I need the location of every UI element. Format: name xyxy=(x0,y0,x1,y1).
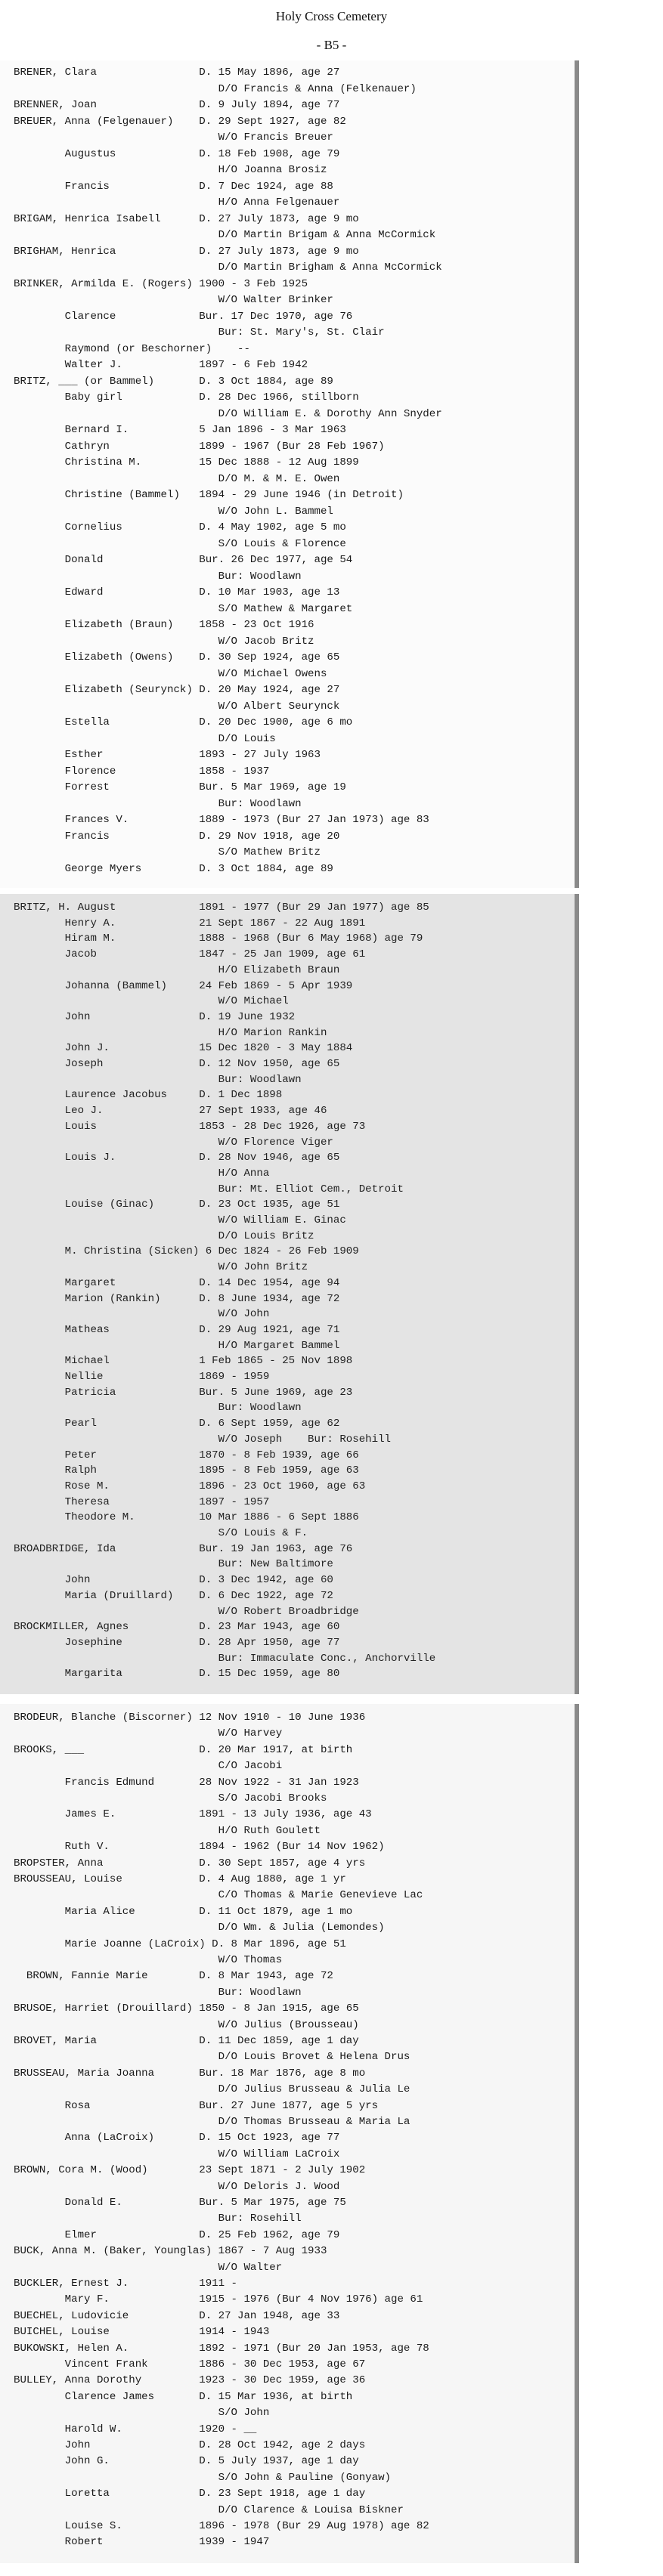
record-line: BROVET, Maria D. 11 Dec 1859, age 1 day xyxy=(14,2035,359,2047)
record-line: BROUSSEAU, Louise D. 4 Aug 1880, age 1 yr xyxy=(14,1873,346,1885)
record-line: BROADBRIDGE, Ida Bur. 19 Jan 1963, age 76 xyxy=(14,1542,353,1555)
record-line: Marie Joanne (LaCroix) D. 8 Mar 1896, age 51 xyxy=(14,1937,346,1950)
record-line: S/O John & Pauline (Gonyaw) xyxy=(14,2471,391,2484)
record-line: Loretta D. 23 Sept 1918, age 1 day xyxy=(14,2488,366,2500)
record-line: W/O Walter Brinker xyxy=(14,294,333,306)
record-line: S/O Louis & F. xyxy=(14,1527,308,1539)
record-line: Mary F. 1915 - 1976 (Bur 4 Nov 1976) age 61 xyxy=(14,2293,423,2306)
record-line: Laurence Jacobus D. 1 Dec 1898 xyxy=(14,1089,283,1102)
record-line: W/O Robert Broadbridge xyxy=(14,1605,359,1618)
record-line: Bernard I. 5 Jan 1896 - 3 Mar 1963 xyxy=(14,424,346,436)
record-line: S/O Mathew & Margaret xyxy=(14,602,353,615)
record-line: D/O Louis xyxy=(14,732,276,745)
record-line: W/O John Britz xyxy=(14,1261,308,1274)
record-line: Leo J. 27 Sept 1933, age 46 xyxy=(14,1105,327,1118)
record-line: S/O Jacobi Brooks xyxy=(14,1792,327,1804)
record-line: Ralph 1895 - 8 Feb 1959, age 63 xyxy=(14,1464,359,1477)
record-line: John G. D. 5 July 1937, age 1 day xyxy=(14,2455,359,2468)
record-line: John D. 28 Oct 1942, age 2 days xyxy=(14,2439,366,2451)
record-line: W/O Deloris J. Wood xyxy=(14,2180,340,2193)
page-label: - B5 - xyxy=(316,38,347,52)
record-line: Francis Edmund 28 Nov 1922 - 31 Jan 1923 xyxy=(14,1776,359,1789)
record-line: Elizabeth (Braun) 1858 - 23 Oct 1916 xyxy=(14,619,314,631)
record-line: Esther 1893 - 27 July 1963 xyxy=(14,749,321,761)
record-line: S/O John xyxy=(14,2407,270,2420)
record-line: Joseph D. 12 Nov 1950, age 65 xyxy=(14,1058,340,1070)
record-line: Anna (LaCroix) D. 15 Oct 1923, age 77 xyxy=(14,2132,340,2145)
record-line: Robert 1939 - 1947 xyxy=(14,2536,270,2549)
record-line: Cathryn 1899 - 1967 (Bur 28 Feb 1967) xyxy=(14,440,385,453)
record-line: Elmer D. 25 Feb 1962, age 79 xyxy=(14,2228,340,2241)
scan-section-1 xyxy=(0,60,575,888)
record-line: Michael 1 Feb 1865 - 25 Nov 1898 xyxy=(14,1355,353,1368)
record-line: D/O Martin Brigham & Anna McCormick xyxy=(14,261,442,274)
record-line: W/O Julius (Brousseau) xyxy=(14,2018,359,2031)
record-line: BROPSTER, Anna D. 30 Sept 1857, age 4 yrs xyxy=(14,1857,366,1869)
record-line: Christina M. 15 Dec 1888 - 12 Aug 1899 xyxy=(14,456,359,469)
record-line: Elizabeth (Owens) D. 30 Sep 1924, age 65 xyxy=(14,651,340,663)
record-line: Florence 1858 - 1937 xyxy=(14,765,270,778)
record-line: BROCKMILLER, Agnes D. 23 Mar 1943, age 60 xyxy=(14,1621,340,1634)
record-line: John J. 15 Dec 1820 - 3 May 1884 xyxy=(14,1042,353,1055)
record-line: Francis D. 7 Dec 1924, age 88 xyxy=(14,180,333,193)
record-line: H/O Elizabeth Braun xyxy=(14,963,340,976)
record-line: Nellie 1869 - 1959 xyxy=(14,1371,270,1383)
record-line: Patricia Bur. 5 June 1969, age 23 xyxy=(14,1386,353,1399)
record-line: M. Christina (Sicken) 6 Dec 1824 - 26 Feb 1909 xyxy=(14,1245,359,1258)
record-line: H/O Anna Felgenauer xyxy=(14,196,340,209)
record-line: Bur: Woodlawn xyxy=(14,1073,302,1086)
record-line: W/O William LaCroix xyxy=(14,2148,340,2160)
record-line: W/O John L. Bammel xyxy=(14,505,333,518)
record-line: BRITZ, H. August 1891 - 1977 (Bur 29 Jan 1977) age 85 xyxy=(14,901,429,914)
record-line: BRIGAM, Henrica Isabell D. 27 July 1873, age 9 mo xyxy=(14,212,359,225)
record-line: D/O Julius Brusseau & Julia Le xyxy=(14,2083,411,2096)
record-line: Margarita D. 15 Dec 1959, age 80 xyxy=(14,1668,340,1681)
record-line: Rose M. 1896 - 23 Oct 1960, age 63 xyxy=(14,1480,366,1492)
record-line: Josephine D. 28 Apr 1950, age 77 xyxy=(14,1636,340,1649)
record-line: W/O Thomas xyxy=(14,1954,283,1966)
record-line: Estella D. 20 Dec 1900, age 6 mo xyxy=(14,716,353,728)
record-line: BULLEY, Anna Dorothy 1923 - 30 Dec 1959, age 36 xyxy=(14,2374,366,2387)
record-line: Bur: Woodlawn xyxy=(14,1986,302,1999)
record-line: BRENER, Clara D. 15 May 1896, age 27 xyxy=(14,66,340,79)
record-line: D/O William E. & Dorothy Ann Snyder xyxy=(14,407,442,420)
record-line: C/O Thomas & Marie Genevieve Lac xyxy=(14,1889,423,1902)
record-line: Bur: New Baltimore xyxy=(14,1558,333,1571)
record-line: W/O Harvey xyxy=(14,1727,283,1740)
record-line: BUECHEL, Ludovicie D. 27 Jan 1948, age 33 xyxy=(14,2309,340,2322)
record-line: Francis D. 29 Nov 1918, age 20 xyxy=(14,830,340,843)
record-line: BROWN, Cora M. (Wood) 23 Sept 1871 - 2 July 1902 xyxy=(14,2164,366,2177)
record-line: Maria Alice D. 11 Oct 1879, age 1 mo xyxy=(14,1905,353,1918)
record-line: S/O Louis & Florence xyxy=(14,537,346,550)
record-line: W/O John xyxy=(14,1308,270,1321)
record-line: BUCKLER, Ernest J. 1911 - xyxy=(14,2278,238,2290)
record-line: Baby girl D. 28 Dec 1966, stillborn xyxy=(14,391,359,404)
record-line: D/O Clarence & Louisa Biskner xyxy=(14,2503,404,2516)
record-line: Bur: St. Mary's, St. Clair xyxy=(14,326,385,339)
record-line: Clarence Bur. 17 Dec 1970, age 76 xyxy=(14,310,353,323)
record-line: Marion (Rankin) D. 8 June 1934, age 72 xyxy=(14,1292,340,1305)
record-line: H/O Ruth Goulett xyxy=(14,1824,321,1837)
record-line: Raymond (or Beschorner) -- xyxy=(14,342,250,355)
record-line: Bur: Woodlawn xyxy=(14,797,302,810)
record-line: D/O Francis & Anna (Felkenauer) xyxy=(14,82,417,95)
record-line: H/O Joanna Brosiz xyxy=(14,164,327,176)
record-line: W/O Jacob Britz xyxy=(14,635,314,648)
record-line: D/O Martin Brigam & Anna McCormick xyxy=(14,229,436,241)
record-line: Bur: Immaculate Conc., Anchorville xyxy=(14,1652,436,1665)
page-title: Holy Cross Cemetery xyxy=(275,9,388,23)
record-line: BROWN, Fannie Marie D. 8 Mar 1943, age 72 xyxy=(14,1970,333,1983)
record-line: Walter J. 1897 - 6 Feb 1942 xyxy=(14,359,308,371)
record-line: H/O Marion Rankin xyxy=(14,1026,327,1039)
record-line: W/O Michael xyxy=(14,995,289,1008)
scan-edge-3 xyxy=(575,1704,579,2563)
record-line: Theodore M. 10 Mar 1886 - 6 Sept 1886 xyxy=(14,1511,359,1524)
record-line: S/O Mathew Britz xyxy=(14,846,321,858)
record-line: Ruth V. 1894 - 1962 (Bur 14 Nov 1962) xyxy=(14,1841,385,1854)
record-line: D/O Louis Britz xyxy=(14,1229,314,1242)
record-line: W/O Francis Breuer xyxy=(14,131,333,144)
record-line: John D. 19 June 1932 xyxy=(14,1010,296,1023)
record-line: Hiram M. 1888 - 1968 (Bur 6 May 1968) age 79 xyxy=(14,932,423,945)
scan-section-2 xyxy=(0,894,575,1694)
record-line: Louise S. 1896 - 1978 (Bur 29 Aug 1978) age 82 xyxy=(14,2520,429,2532)
record-line: Christine (Bammel) 1894 - 29 June 1946 (in Detroit) xyxy=(14,489,404,501)
record-line: D/O Thomas Brusseau & Maria La xyxy=(14,2116,411,2128)
record-line: W/O Joseph Bur: Rosehill xyxy=(14,1433,391,1446)
record-line: BRUSOE, Harriet (Drouillard) 1850 - 8 Jan 1915, age 65 xyxy=(14,2002,359,2015)
record-line: W/O William E. Ginac xyxy=(14,1214,346,1226)
record-line: W/O Walter xyxy=(14,2261,283,2274)
record-line: Jacob 1847 - 25 Jan 1909, age 61 xyxy=(14,948,366,961)
record-line: BROOKS, ___ D. 20 Mar 1917, at birth xyxy=(14,1743,353,1756)
record-line: BREUER, Anna (Felgenauer) D. 29 Sept 1927, age 82 xyxy=(14,115,346,128)
record-line: Augustus D. 18 Feb 1908, age 79 xyxy=(14,147,340,160)
record-line: D/O Wm. & Julia (Lemondes) xyxy=(14,1922,385,1934)
record-line: Donald Bur. 26 Dec 1977, age 54 xyxy=(14,554,353,566)
record-line: BUKOWSKI, Helen A. 1892 - 1971 (Bur 20 Jan 1953, age 78 xyxy=(14,2342,429,2355)
record-line: BRUSSEAU, Maria Joanna Bur. 18 Mar 1876, age 8 mo xyxy=(14,2067,366,2080)
record-line: Pearl D. 6 Sept 1959, age 62 xyxy=(14,1418,340,1430)
record-line: Edward D. 10 Mar 1903, age 13 xyxy=(14,586,340,598)
record-line: Bur: Woodlawn xyxy=(14,570,302,583)
record-line: D/O M. & M. E. Owen xyxy=(14,472,340,485)
record-line: W/O Michael Owens xyxy=(14,667,327,680)
record-line: Elizabeth (Seurynck) D. 20 May 1924, age 27 xyxy=(14,684,340,696)
record-line: BUICHEL, Louise 1914 - 1943 xyxy=(14,2326,270,2339)
record-line: BRIGHAM, Henrica D. 27 July 1873, age 9 mo xyxy=(14,245,359,258)
record-line: James E. 1891 - 13 July 1936, age 43 xyxy=(14,1808,372,1821)
record-line: Maria (Druillard) D. 6 Dec 1922, age 72 xyxy=(14,1589,333,1602)
record-line: Cornelius D. 4 May 1902, age 5 mo xyxy=(14,521,346,533)
record-line: BRITZ, ___ (or Bammel) D. 3 Oct 1884, age 89 xyxy=(14,375,333,388)
record-line: W/O Albert Seurynck xyxy=(14,700,340,713)
record-line: Frances V. 1889 - 1973 (Bur 27 Jan 1973) age 83 xyxy=(14,814,429,826)
record-line: Margaret D. 14 Dec 1954, age 94 xyxy=(14,1276,340,1289)
record-line: Vincent Frank 1886 - 30 Dec 1953, age 67 xyxy=(14,2358,366,2370)
record-line: Peter 1870 - 8 Feb 1939, age 66 xyxy=(14,1449,359,1461)
record-line: Clarence James D. 15 Mar 1936, at birth xyxy=(14,2390,353,2403)
record-line: George Myers D. 3 Oct 1884, age 89 xyxy=(14,862,333,875)
scan-section-3 xyxy=(0,1704,575,2563)
record-line: BRODEUR, Blanche (Biscorner) 12 Nov 1910 - 10 June 1936 xyxy=(14,1712,366,1724)
record-line: John D. 3 Dec 1942, age 60 xyxy=(14,1574,333,1587)
record-line: Theresa 1897 - 1957 xyxy=(14,1495,270,1508)
record-line: BRINKER, Armilda E. (Rogers) 1900 - 3 Feb 1925 xyxy=(14,277,308,290)
record-line: Johanna (Bammel) 24 Feb 1869 - 5 Apr 1939 xyxy=(14,979,353,992)
record-line: Louis 1853 - 28 Dec 1926, age 73 xyxy=(14,1120,366,1133)
record-line: Forrest Bur. 5 Mar 1969, age 19 xyxy=(14,781,346,793)
record-line: Bur: Woodlawn xyxy=(14,1402,302,1415)
record-line: Bur: Rosehill xyxy=(14,2213,302,2225)
record-line: H/O Margaret Bammel xyxy=(14,1339,340,1352)
record-line: BRENNER, Joan D. 9 July 1894, age 77 xyxy=(14,99,340,111)
record-line: Donald E. Bur. 5 Mar 1975, age 75 xyxy=(14,2197,346,2209)
record-line: D/O Louis Brovet & Helena Drus xyxy=(14,2051,411,2064)
record-line: Matheas D. 29 Aug 1921, age 71 xyxy=(14,1323,340,1336)
scan-edge-2 xyxy=(575,894,579,1694)
record-line: Henry A. 21 Sept 1867 - 22 Aug 1891 xyxy=(14,917,366,929)
record-line: Louis J. D. 28 Nov 1946, age 65 xyxy=(14,1152,340,1164)
record-line: BUCK, Anna M. (Baker, Younglas) 1867 - 7 Aug 1933 xyxy=(14,2245,327,2258)
record-line: Bur: Mt. Elliot Cem., Detroit xyxy=(14,1183,404,1195)
record-line: Harold W. 1920 - __ xyxy=(14,2423,257,2435)
record-line: W/O Florence Viger xyxy=(14,1136,333,1149)
scan-edge-1 xyxy=(575,60,579,888)
record-line: Louise (Ginac) D. 23 Oct 1935, age 51 xyxy=(14,1198,340,1211)
record-line: H/O Anna xyxy=(14,1167,270,1180)
record-line: C/O Jacobi xyxy=(14,1760,283,1773)
record-line: Rosa Bur. 27 June 1877, age 5 yrs xyxy=(14,2099,379,2112)
